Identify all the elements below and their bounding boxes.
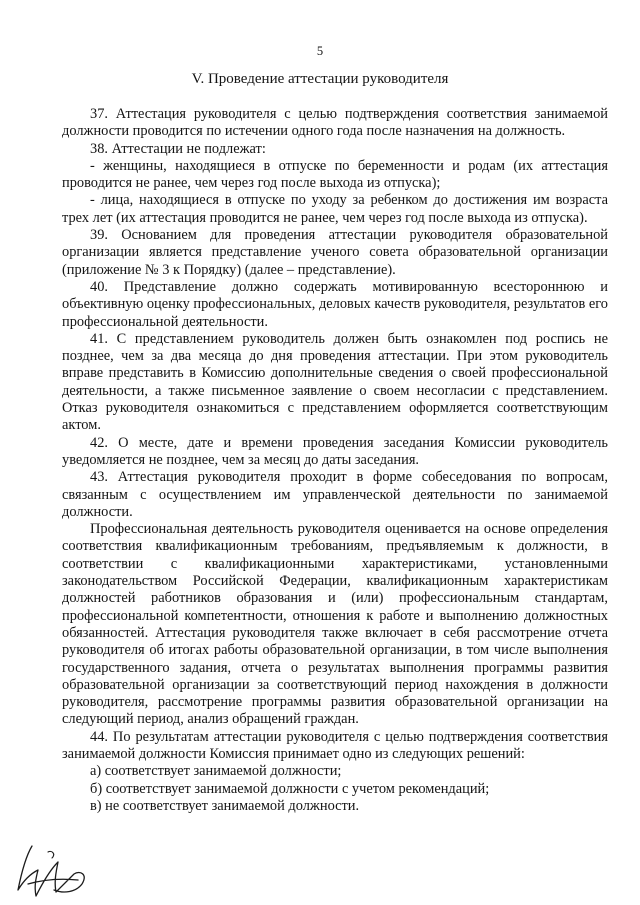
- document-body: [62, 106, 608, 815]
- paragraph-41: 41. С представлением руководитель должен быть ознакомлен под роспись не позднее, чем за два месяца до дня проведения аттестации. При этом руководитель вправе представить в Комиссию дополнительные сведения о своей профессиональной деятельности, а также письменное заявление о своем несогласии с представлением. Отказ руководителя ознакомиться с представлением оформляется соответствующим актом.: [62, 330, 608, 434]
- paragraph-38: 38. Аттестации не подлежат:: [90, 140, 266, 157]
- decision-option-b: б) соответствует занимаемой должности с учетом рекомендаций;: [90, 780, 490, 797]
- decision-option-a: а) соответствует занимаемой должности;: [90, 763, 342, 780]
- paragraph-40: 40. Представление должно содержать мотивированную всестороннюю и объективную оценку профессиональных, деловых качеств руководителя, результатов его профессиональной деятельности.: [62, 278, 608, 330]
- paragraph-44: 44. По результатам аттестации руководителя с целью подтверждения соответствия занимаемой должности Комиссия принимает одно из следующих решений:: [62, 728, 608, 762]
- paragraph-39: 39. Основанием для проведения аттестации руководителя образовательной организации является представление ученого совета образовательной организации (приложение № 3 к Порядку) (далее – представление).: [62, 227, 608, 278]
- decision-option-c: в) не соответствует занимаемой должности.: [90, 797, 360, 814]
- handwritten-signature: [8, 840, 98, 902]
- paragraph-42: 42. О месте, дате и времени проведения заседания Комиссии руководитель уведомляется не позднее, чем за месяц до даты заседания.: [62, 434, 608, 468]
- paragraph-43-continued: Профессиональная деятельность руководителя оценивается на основе определения соответствия квалификационным требованиям, предъявляемым к должности, в соответствии с квалификационными характеристиками, установленными законодательством Российской Федерации, квалификационным характеристикам должностей работников образования и (или) профессиональным стандартам, профессиональной компетентности, отношения к работе и выполнению должностных обязанностей. Аттестация руководителя также включает в себя рассмотрение отчета руководителя об итогах работы образовательной организации, в том числе выполнения государственного задания, отчета о результатах выполнения программы развития образовательной организации за соответствующий период нахождения в должности руководителя, рассмотрение программы развития образовательной организации на следующий период, анализ обращений граждан.: [62, 521, 608, 728]
- paragraph-38-item-2: - лица, находящиеся в отпуске по уходу за ребенком до достижения им возраста трех лет (их аттестация проводится не ранее, чем через год после выхода из отпуска).: [62, 192, 608, 226]
- paragraph-38-item-1: - женщины, находящиеся в отпуске по беременности и родам (их аттестация проводится не ранее, чем через год после выхода из отпуска);: [62, 157, 608, 192]
- paragraph-37: 37. Аттестация руководителя с целью подтверждения соответствия занимаемой должности проводится по истечении одного года после назначения на должность.: [62, 106, 608, 140]
- paragraph-43: 43. Аттестация руководителя проходит в форме собеседования по вопросам, связанным с осуществлением им управленческой деятельности по занимаемой должности.: [62, 469, 608, 520]
- page-number: 5: [316, 44, 324, 58]
- section-title: V. Проведение аттестации руководителя: [191, 71, 449, 87]
